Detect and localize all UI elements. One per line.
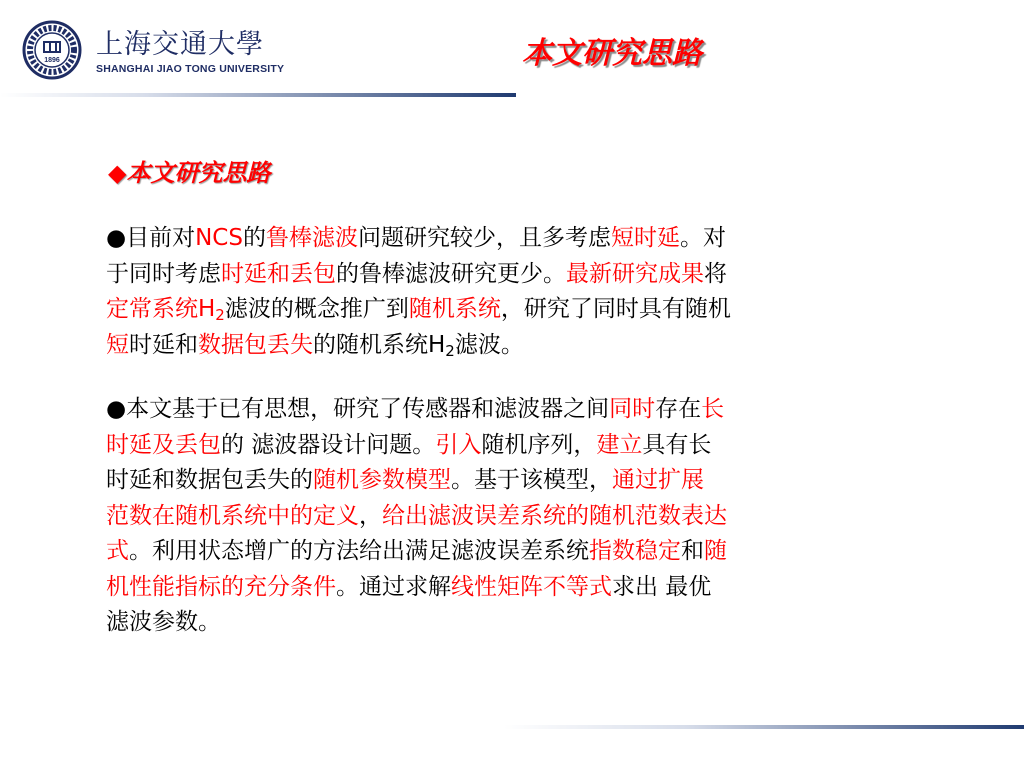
paragraph-2-line-2: 时延及丢包的 滤波器设计问题。引入随机序列，建立具有长 — [106, 431, 712, 458]
paragraph-2-line-6: 机性能指标的充分条件。通过求解线性矩阵不等式求出 最优 — [106, 573, 712, 600]
university-name-en: SHANGHAI JIAO TONG UNIVERSITY — [96, 63, 285, 75]
header-divider — [0, 93, 516, 97]
footer-divider — [504, 725, 1024, 729]
paragraph-2-line-1: ●本文基于已有思想，研究了传感器和滤波器之间同时存在长 — [106, 396, 725, 422]
paragraph-1-line-2: 于同时考虑时延和丢包的鲁棒滤波研究更少。最新研究成果将 — [106, 260, 727, 287]
svg-text:1896: 1896 — [44, 57, 60, 64]
paragraph-2 — [106, 392, 876, 641]
paragraph-2-line-4: 范数在随机系统中的定义，给出滤波误差系统的随机范数表达 — [106, 502, 727, 529]
section-heading: ◆本文研究思路 — [108, 159, 271, 187]
paragraph-1-line-3: 定常系统$H_2$滤波的概念推广到随机系统，研究了同时具有随机 — [106, 296, 731, 324]
slide-title: 本文研究思路 — [522, 36, 702, 71]
paragraph-1-line-1: ●目前对NCS的鲁棒滤波问题研究较少，且多考虑短时延。对 — [106, 225, 726, 251]
paragraph-2-line-7: 滤波参数。 — [106, 609, 221, 635]
paragraph-1-line-4: 短时延和数据包丢失的随机系统$H_2$滤波。 — [106, 331, 524, 360]
university-name-cn: 上海交通大學 — [96, 29, 264, 60]
paragraph-2-line-5: 式。利用状态增广的方法给出满足滤波误差系统指数稳定和随 — [106, 538, 727, 564]
paragraph-2-line-3: 时延和数据包丢失的随机参数模型。基于该模型，通过扩展 — [106, 467, 704, 493]
paragraph-1 — [106, 221, 876, 363]
